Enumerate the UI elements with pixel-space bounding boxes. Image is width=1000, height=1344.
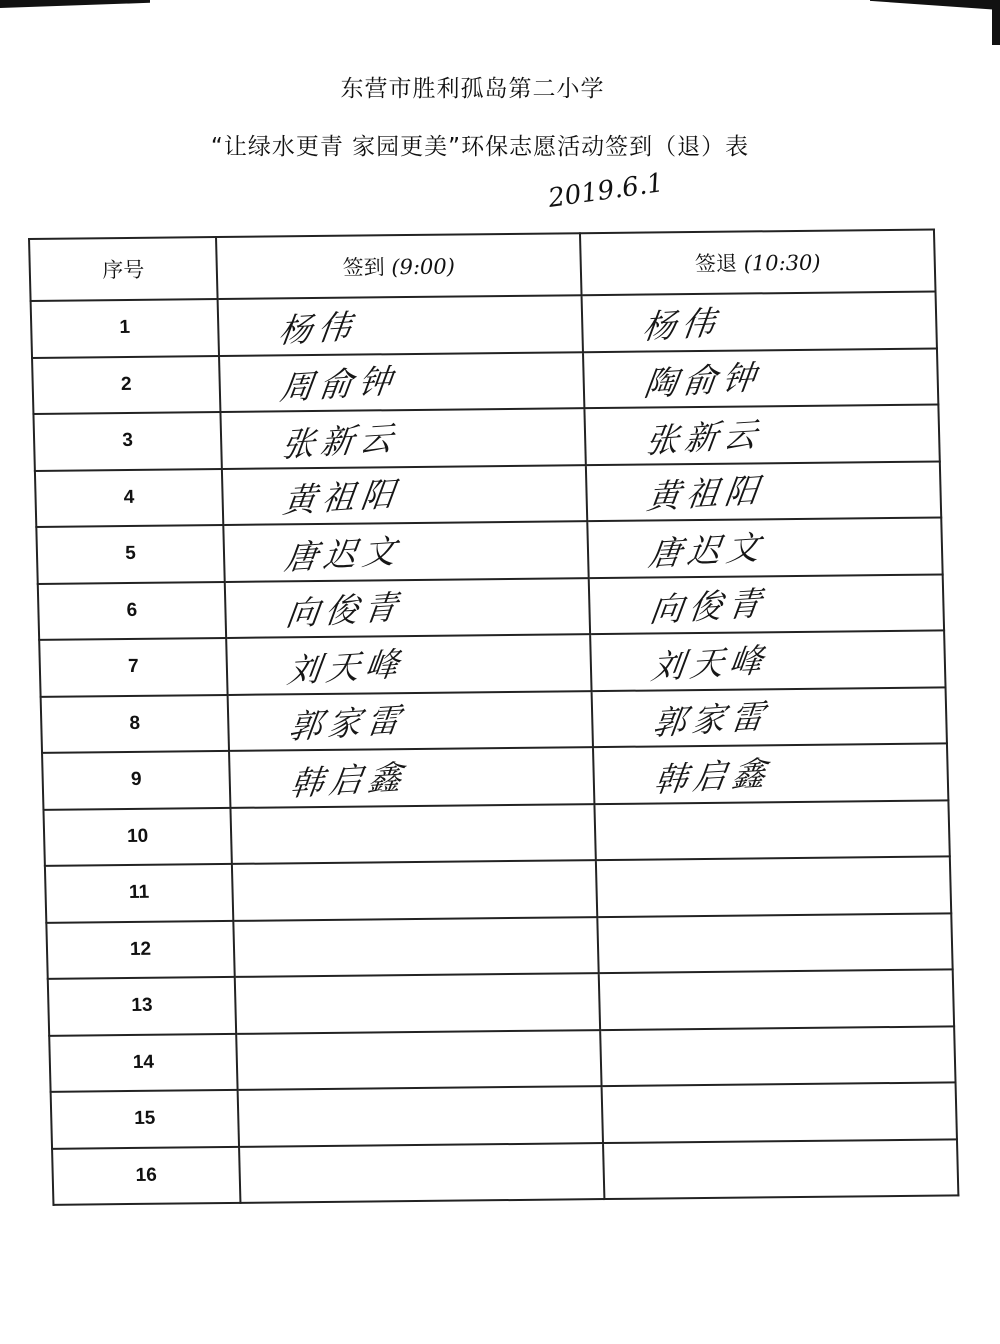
- table-row: [36, 517, 942, 583]
- sign-in-signature-cell: [228, 691, 593, 751]
- sign-in-signature: 向俊青: [283, 587, 406, 634]
- row-number-cell: [48, 977, 236, 1035]
- sign-in-signature-cell: [220, 408, 585, 468]
- sign-out-signature-cell: [596, 856, 951, 916]
- row-number: 9: [130, 769, 142, 791]
- sign-out-signature-cell: [592, 687, 947, 747]
- header-sign-out-label: 签退: [694, 251, 738, 277]
- sign-out-signature-cell: [603, 1139, 958, 1199]
- table-row: [41, 687, 947, 753]
- table-row: [48, 969, 954, 1035]
- sign-out-signature-cell: [600, 1026, 955, 1086]
- table-row: [51, 1082, 957, 1148]
- row-number-cell: [32, 356, 220, 414]
- header-sign-in-label: 签到: [342, 255, 385, 280]
- row-number: 8: [129, 712, 141, 734]
- table-header-row: [29, 230, 935, 301]
- scan-shadow-top-right: [870, 0, 1000, 10]
- sign-out-signature-cell: [583, 348, 938, 408]
- sign-out-signature-cell: [593, 743, 948, 803]
- row-number: 16: [135, 1164, 158, 1186]
- sign-in-signature-cell: [230, 804, 595, 864]
- sign-out-signature-cell: [587, 517, 942, 577]
- sign-out-signature-cell: [584, 404, 939, 464]
- row-number: 14: [132, 1051, 155, 1073]
- sign-in-signature-cell: [233, 917, 598, 977]
- sign-out-signature: 陶俞钟: [641, 357, 764, 405]
- row-number-cell: [49, 1033, 237, 1091]
- header-sign-in: [216, 233, 582, 299]
- school-name: 东营市胜利孤岛第二小学: [340, 76, 605, 102]
- sign-in-signature-cell: [236, 1030, 601, 1090]
- row-number: 3: [122, 430, 134, 452]
- header-sign-out-time: (10:30): [743, 250, 821, 276]
- sign-in-signature: 黄祖阳: [280, 474, 403, 521]
- row-number: 11: [128, 882, 150, 904]
- sign-out-signature-cell: [582, 292, 937, 352]
- sign-out-signature-cell: [589, 574, 944, 634]
- row-number-cell: [41, 694, 229, 752]
- sign-in-signature: 韩启鑫: [287, 756, 410, 804]
- table-row: [46, 913, 952, 979]
- table-row: [42, 743, 948, 809]
- table-body: [31, 292, 959, 1205]
- scan-shadow-top-left: [0, 0, 150, 8]
- sign-in-signature-cell: [232, 860, 597, 920]
- row-number: 10: [126, 825, 149, 847]
- sign-out-signature: 向俊青: [647, 583, 770, 631]
- table-row: [32, 348, 938, 414]
- row-number-cell: [36, 525, 224, 583]
- row-number: 15: [133, 1108, 156, 1130]
- sign-in-signature: 唐迟文: [282, 530, 405, 578]
- sign-in-signature: 刘天峰: [285, 643, 408, 691]
- sign-out-signature-cell: [590, 630, 945, 690]
- sign-in-signature-cell: [225, 578, 590, 638]
- row-number: 7: [127, 656, 139, 678]
- table-row: [38, 574, 944, 640]
- sign-in-signature-cell: [223, 521, 588, 581]
- sign-out-signature: 郭家雷: [650, 696, 773, 744]
- sign-out-signature-cell: [594, 800, 949, 860]
- row-number-cell: [45, 864, 233, 922]
- sign-in-signature: 杨伟: [276, 306, 360, 351]
- sign-out-signature-cell: [599, 969, 954, 1029]
- sign-in-signature-cell: [218, 295, 583, 355]
- sign-in-signature-cell: [219, 352, 584, 412]
- sign-out-signature: 刘天峰: [649, 639, 772, 687]
- table-row: [39, 630, 945, 696]
- sign-out-signature: 唐迟文: [646, 526, 769, 574]
- row-number: 4: [123, 486, 135, 508]
- row-number: 2: [120, 373, 132, 395]
- sign-in-signature: 张新云: [279, 417, 402, 465]
- row-number: 12: [129, 938, 152, 960]
- scan-shadow-right-edge: [992, 0, 1000, 45]
- sign-out-signature-cell: [597, 913, 952, 973]
- handwritten-date: 2019.6.1: [546, 168, 666, 214]
- row-number-cell: [33, 412, 221, 470]
- row-number-cell: [46, 920, 234, 978]
- sign-in-signature: 郭家雷: [286, 700, 409, 747]
- sign-in-signature-cell: [235, 973, 600, 1033]
- sign-in-signature-cell: [229, 747, 594, 807]
- table-row: [33, 404, 939, 470]
- row-number: 13: [131, 995, 153, 1017]
- row-number-cell: [42, 751, 230, 809]
- sign-in-signature-cell: [239, 1143, 604, 1203]
- row-number-cell: [35, 468, 223, 526]
- row-number: 6: [126, 599, 138, 621]
- sign-in-signature-cell: [226, 634, 591, 694]
- row-number-cell: [52, 1146, 240, 1204]
- header-sign-out: [580, 230, 936, 296]
- sign-out-signature: 张新云: [643, 413, 766, 461]
- sign-out-signature: 黄祖阳: [644, 470, 767, 518]
- sign-out-signature: 韩启鑫: [651, 752, 774, 800]
- sign-in-signature: 周俞钟: [277, 361, 400, 408]
- table-row: [52, 1139, 958, 1205]
- sign-in-signature-cell: [238, 1086, 603, 1146]
- table-row: [43, 800, 949, 866]
- table-row: [49, 1026, 955, 1092]
- row-number-cell: [38, 581, 226, 639]
- row-number-cell: [43, 807, 231, 865]
- table-row: [31, 292, 937, 358]
- sign-out-signature-cell: [602, 1082, 957, 1142]
- row-number: 1: [119, 317, 131, 339]
- table-row: [35, 461, 941, 527]
- sign-in-sheet: [28, 229, 957, 1206]
- row-number-cell: [31, 299, 219, 357]
- row-number-cell: [39, 638, 227, 696]
- sign-in-table: [28, 229, 959, 1206]
- row-number: 5: [124, 543, 137, 565]
- header-sign-in-time: (9:00): [391, 254, 456, 280]
- sign-in-signature-cell: [222, 465, 587, 525]
- sheet-title: “让绿水更青 家园更美”环保志愿活动签到（退）表: [210, 134, 750, 160]
- table-row: [45, 856, 951, 922]
- sign-out-signature: 杨伟: [640, 302, 724, 347]
- sign-out-signature-cell: [586, 461, 941, 521]
- header-number: 序号: [29, 237, 218, 301]
- row-number-cell: [51, 1090, 239, 1148]
